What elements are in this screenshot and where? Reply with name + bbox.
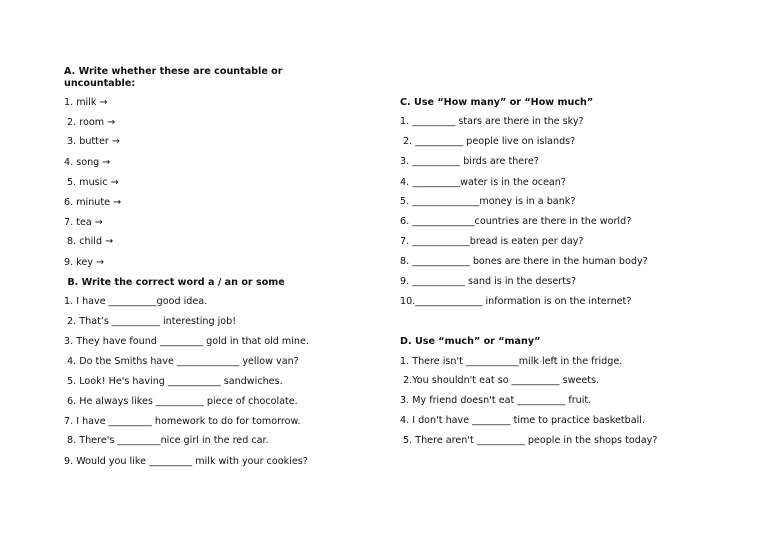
- section-d-item: 5. There aren't __________ people in the shops today?: [400, 435, 658, 446]
- section-d-item: 2.You shouldn't eat so __________ sweets.: [400, 375, 600, 386]
- section-b-item: 6. He always likes __________ piece of chocolate.: [64, 396, 298, 407]
- section-b-heading: B. Write the correct word a / an or some: [64, 277, 285, 288]
- section-d-item: 1. There isn't ___________milk left in the fridge.: [400, 356, 623, 367]
- section-a-heading: A. Write whether these are countable or: [64, 66, 283, 77]
- section-d-heading: D. Use “much” or “many”: [400, 336, 541, 347]
- section-a-item: 1. milk →: [64, 97, 108, 108]
- section-c-item: 3. __________ birds are there?: [400, 156, 539, 167]
- section-c-item: 8. ____________ bones are there in the human body?: [400, 256, 648, 267]
- section-c-item: 6. _____________countries are there in the world?: [400, 216, 632, 227]
- section-b-item: 5. Look! He's having ___________ sandwiches.: [64, 376, 283, 387]
- section-b-item: 4. Do the Smiths have _____________ yellow van?: [64, 356, 299, 367]
- section-b-item: 2. That’s __________ interesting job!: [64, 316, 237, 327]
- section-c-item: 4. __________water is in the ocean?: [400, 177, 566, 188]
- section-b-item: 3. They have found _________ gold in that old mine.: [64, 336, 309, 347]
- section-b-item: 9. Would you like _________ milk with your cookies?: [64, 456, 308, 467]
- section-c-item: 7. ____________bread is eaten per day?: [400, 236, 584, 247]
- section-c-item: 10.______________ information is on the internet?: [400, 296, 632, 307]
- section-c-item: 5. ______________money is in a bank?: [400, 196, 576, 207]
- section-a-item: 5. music →: [64, 177, 119, 188]
- section-d-item: 4. I don't have ________ time to practice basketball.: [400, 415, 646, 426]
- section-a-item: 4. song →: [64, 157, 111, 168]
- section-a-heading-cont: uncountable:: [64, 78, 136, 89]
- section-b-item: 8. There's _________nice girl in the red car.: [64, 435, 269, 446]
- section-a-item: 2. room →: [64, 117, 116, 128]
- section-a-item: 3. butter →: [64, 136, 120, 147]
- section-c-item: 2. __________ people live on islands?: [400, 136, 576, 147]
- section-a-item: 7. tea →: [64, 217, 103, 228]
- section-c-heading: C. Use “How many” or “How much”: [400, 97, 594, 108]
- section-b-item: 1. I have __________good idea.: [64, 296, 208, 307]
- section-a-item: 8. child →: [64, 236, 114, 247]
- section-a-item: 6. minute →: [64, 197, 122, 208]
- section-d-item: 3. My friend doesn't eat __________ fruit.: [400, 395, 592, 406]
- section-a-item: 9. key →: [64, 257, 105, 268]
- section-c-item: 1. _________ stars are there in the sky?: [400, 116, 584, 127]
- section-b-item: 7. I have _________ homework to do for tomorrow.: [64, 416, 301, 427]
- section-c-item: 9. ___________ sand is in the deserts?: [400, 276, 577, 287]
